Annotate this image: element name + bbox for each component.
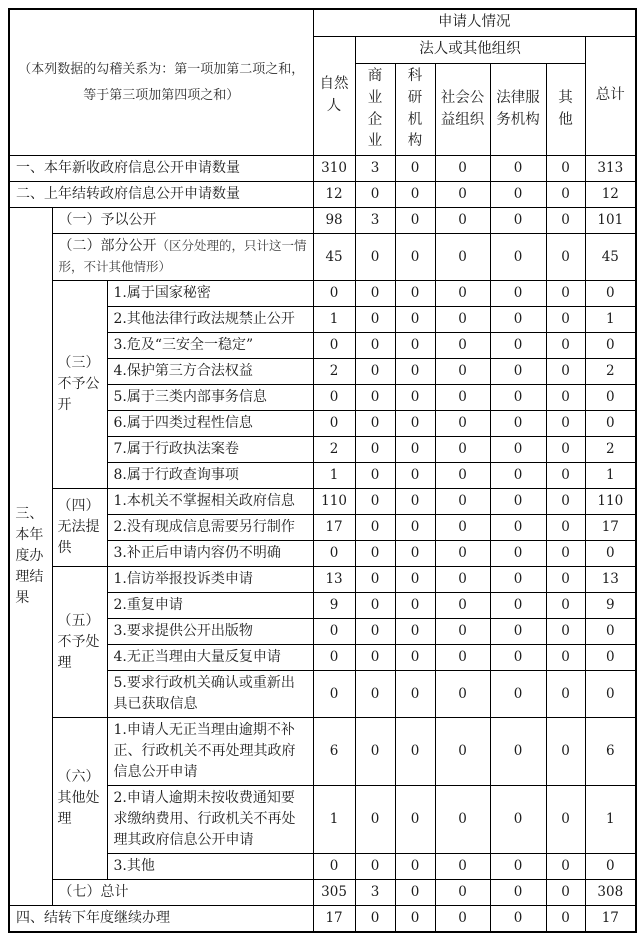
group-label-not-processed: [52, 567, 107, 718]
value-cell: 0: [435, 234, 490, 281]
value-cell: 6: [585, 718, 636, 786]
value-cell: 0: [546, 463, 585, 489]
value-cell: 0: [395, 619, 435, 645]
value-cell: 1: [585, 786, 636, 854]
value-cell: 0: [395, 854, 435, 880]
col-header-legal-service-label: 法律服务机构: [496, 89, 540, 128]
value-cell: 0: [355, 786, 395, 854]
row-label: 5.要求行政机关确认或重新出具已获取信息: [107, 671, 313, 718]
value-cell: 0: [490, 208, 546, 234]
row-label: 3.要求提供公开出版物: [107, 619, 313, 645]
value-cell: 0: [490, 307, 546, 333]
value-cell: 0: [395, 359, 435, 385]
value-cell: 0: [355, 234, 395, 281]
value-cell: 0: [313, 411, 355, 437]
value-cell: 0: [313, 854, 355, 880]
row-label: （七）总计: [52, 880, 313, 906]
value-cell: 1: [313, 463, 355, 489]
value-cell: 13: [313, 567, 355, 593]
section-label-results: [9, 208, 52, 906]
value-cell: 12: [313, 182, 355, 208]
value-cell: 0: [490, 718, 546, 786]
value-cell: 0: [355, 489, 395, 515]
value-cell: 17: [585, 515, 636, 541]
value-cell: 0: [585, 281, 636, 307]
value-cell: 0: [313, 333, 355, 359]
value-cell: 1: [585, 307, 636, 333]
row-label: 1.信访举报投诉类申请: [107, 567, 313, 593]
value-cell: 45: [313, 234, 355, 281]
col-group-header-legal-org: 法人或其他组织: [355, 37, 585, 64]
value-cell: 9: [585, 593, 636, 619]
value-cell: 0: [490, 645, 546, 671]
value-cell: 110: [585, 489, 636, 515]
value-cell: 0: [546, 385, 585, 411]
group-label-other-handling: [52, 718, 107, 880]
value-cell: 1: [313, 307, 355, 333]
value-cell: 0: [490, 411, 546, 437]
value-cell: 12: [585, 182, 636, 208]
value-cell: 0: [395, 906, 435, 933]
col-header-public-org: [435, 64, 490, 156]
value-cell: 1: [585, 463, 636, 489]
value-cell: 305: [313, 880, 355, 906]
value-cell: 17: [585, 906, 636, 933]
value-cell: 0: [395, 718, 435, 786]
col-header-business-label: 商业企业: [367, 68, 383, 150]
row-label: 6.属于四类过程性信息: [107, 411, 313, 437]
value-cell: 0: [395, 541, 435, 567]
value-cell: 0: [490, 786, 546, 854]
value-cell: 0: [490, 619, 546, 645]
value-cell: 0: [435, 437, 490, 463]
value-cell: 1: [313, 786, 355, 854]
value-cell: 0: [395, 208, 435, 234]
table-row: [9, 718, 636, 786]
value-cell: 110: [313, 489, 355, 515]
value-cell: 0: [395, 880, 435, 906]
value-cell: 0: [355, 515, 395, 541]
value-cell: 0: [585, 854, 636, 880]
value-cell: 0: [546, 593, 585, 619]
value-cell: 0: [490, 567, 546, 593]
table-row: [9, 567, 636, 593]
value-cell: 0: [395, 411, 435, 437]
header-row-1: [9, 9, 636, 37]
value-cell: 0: [546, 333, 585, 359]
value-cell: 0: [435, 567, 490, 593]
value-cell: 0: [355, 906, 395, 933]
value-cell: 0: [490, 182, 546, 208]
value-cell: 0: [490, 437, 546, 463]
table-row-new-requests: [9, 156, 636, 182]
value-cell: 0: [435, 463, 490, 489]
value-cell: 0: [355, 333, 395, 359]
value-cell: 17: [313, 515, 355, 541]
value-cell: 0: [546, 645, 585, 671]
value-cell: 0: [546, 906, 585, 933]
row-label: （一）予以公开: [52, 208, 313, 234]
value-cell: 0: [546, 619, 585, 645]
value-cell: 0: [546, 182, 585, 208]
value-cell: 0: [395, 489, 435, 515]
value-cell: 0: [313, 541, 355, 567]
value-cell: 0: [395, 786, 435, 854]
value-cell: 2: [313, 359, 355, 385]
value-cell: 310: [313, 156, 355, 182]
row-label: 一、本年新收政府信息公开申请数量: [9, 156, 313, 182]
row-label-note: （区分处理的，只计这一情形，不计其他情形）: [58, 238, 307, 274]
col-header-other-label: 其他: [558, 89, 573, 128]
col-header-natural-person-label: 自然人: [319, 76, 349, 114]
table-row-carried-over: [9, 182, 636, 208]
value-cell: 0: [435, 880, 490, 906]
value-cell: 0: [313, 671, 355, 718]
value-cell: 0: [395, 437, 435, 463]
group-number: （四）: [57, 498, 100, 514]
disclosure-request-table: [8, 8, 637, 933]
value-cell: 0: [435, 593, 490, 619]
col-header-research-label: 科研机构: [407, 68, 423, 150]
value-cell: 0: [490, 385, 546, 411]
value-cell: 0: [546, 541, 585, 567]
value-cell: 98: [313, 208, 355, 234]
value-cell: 0: [355, 645, 395, 671]
col-header-other: [546, 64, 585, 156]
value-cell: 3: [355, 208, 395, 234]
row-label: 8.属于行政查询事项: [107, 463, 313, 489]
col-header-public-org-label: 社会公益组织: [440, 89, 485, 128]
value-cell: 0: [355, 718, 395, 786]
value-cell: 13: [585, 567, 636, 593]
value-cell: 0: [546, 411, 585, 437]
value-cell: 0: [395, 281, 435, 307]
row-label: 3.补正后申请内容仍不明确: [107, 541, 313, 567]
value-cell: 0: [435, 718, 490, 786]
row-label-main: （二）部分公开: [58, 238, 157, 254]
value-cell: 0: [490, 281, 546, 307]
value-cell: 0: [490, 671, 546, 718]
value-cell: 0: [313, 619, 355, 645]
value-cell: 0: [435, 515, 490, 541]
value-cell: 3: [355, 156, 395, 182]
row-label: 4.保护第三方合法权益: [107, 359, 313, 385]
value-cell: 0: [546, 515, 585, 541]
value-cell: 17: [313, 906, 355, 933]
group-name: 不予处理: [57, 633, 100, 671]
group-number: （三）: [57, 355, 100, 371]
value-cell: 0: [395, 156, 435, 182]
value-cell: 3: [355, 880, 395, 906]
col-header-business: [355, 64, 395, 156]
value-cell: 0: [490, 541, 546, 567]
row-label: 1.本机关不掌握相关政府信息: [107, 489, 313, 515]
value-cell: 0: [546, 671, 585, 718]
value-cell: 0: [546, 880, 585, 906]
value-cell: 0: [490, 463, 546, 489]
value-cell: 0: [313, 645, 355, 671]
table-row-partially-granted: [9, 234, 636, 281]
value-cell: 0: [395, 515, 435, 541]
value-cell: 0: [395, 333, 435, 359]
value-cell: 308: [585, 880, 636, 906]
table-row-carried-to-next-year: [9, 906, 636, 933]
value-cell: 0: [490, 234, 546, 281]
section-label-results-text: 三、本年度办理结果: [15, 506, 44, 606]
value-cell: 0: [546, 437, 585, 463]
value-cell: 0: [585, 619, 636, 645]
value-cell: 0: [490, 515, 546, 541]
value-cell: 0: [490, 359, 546, 385]
value-cell: 0: [395, 463, 435, 489]
value-cell: 0: [355, 281, 395, 307]
value-cell: 0: [435, 906, 490, 933]
value-cell: 0: [546, 208, 585, 234]
value-cell: 0: [395, 593, 435, 619]
row-label: 7.属于行政执法案卷: [107, 437, 313, 463]
value-cell: 0: [435, 854, 490, 880]
value-cell: 0: [355, 437, 395, 463]
group-number: （六）: [57, 769, 100, 785]
value-cell: 0: [355, 463, 395, 489]
value-cell: 313: [585, 156, 636, 182]
value-cell: 0: [490, 880, 546, 906]
group-name: 不予公开: [57, 376, 100, 413]
row-label: [52, 234, 313, 281]
value-cell: 0: [395, 671, 435, 718]
col-header-legal-service: [490, 64, 546, 156]
row-label: 1.申请人无正当理由逾期不补正、行政机关不再处理其政府信息公开申请: [107, 718, 313, 786]
value-cell: 0: [490, 854, 546, 880]
group-name: 其他处理: [57, 790, 100, 827]
value-cell: 0: [435, 359, 490, 385]
value-cell: 0: [355, 307, 395, 333]
table-row: [9, 489, 636, 515]
value-cell: 0: [546, 156, 585, 182]
value-cell: 0: [435, 645, 490, 671]
row-label: 3.其他: [107, 854, 313, 880]
row-label: 2.重复申请: [107, 593, 313, 619]
value-cell: 101: [585, 208, 636, 234]
table-row-subtotal: [9, 880, 636, 906]
value-cell: 0: [355, 182, 395, 208]
group-label-unable-to-provide: [52, 489, 107, 567]
value-cell: 0: [435, 307, 490, 333]
value-cell: 0: [435, 489, 490, 515]
value-cell: 0: [546, 489, 585, 515]
value-cell: 0: [546, 234, 585, 281]
value-cell: 0: [395, 307, 435, 333]
value-cell: 0: [355, 593, 395, 619]
row-label: 2.其他法律行政法规禁止公开: [107, 307, 313, 333]
row-label: 四、结转下年度继续办理: [9, 906, 313, 933]
row-label: 二、上年结转政府信息公开申请数量: [9, 182, 313, 208]
table-row-granted: [9, 208, 636, 234]
col-header-total: 总计: [585, 37, 636, 156]
value-cell: 0: [546, 854, 585, 880]
reconciliation-note: （本列数据的勾稽关系为：第一项加第二项之和，等于第三项加第四项之和）: [9, 9, 313, 156]
col-header-research: [395, 64, 435, 156]
value-cell: 0: [585, 541, 636, 567]
value-cell: 0: [546, 359, 585, 385]
value-cell: 6: [313, 718, 355, 786]
value-cell: 0: [355, 619, 395, 645]
value-cell: 0: [546, 281, 585, 307]
value-cell: 0: [490, 333, 546, 359]
value-cell: 0: [435, 281, 490, 307]
value-cell: 0: [355, 854, 395, 880]
value-cell: 0: [395, 182, 435, 208]
value-cell: 0: [435, 671, 490, 718]
value-cell: 0: [585, 645, 636, 671]
value-cell: 0: [435, 156, 490, 182]
value-cell: 0: [313, 281, 355, 307]
value-cell: 0: [435, 786, 490, 854]
value-cell: 0: [355, 671, 395, 718]
value-cell: 2: [585, 437, 636, 463]
value-cell: 0: [395, 645, 435, 671]
value-cell: 0: [395, 567, 435, 593]
table-row: [9, 281, 636, 307]
value-cell: 0: [355, 385, 395, 411]
value-cell: 0: [435, 333, 490, 359]
group-number: （五）: [57, 612, 100, 629]
value-cell: 0: [355, 567, 395, 593]
value-cell: 0: [546, 718, 585, 786]
value-cell: 0: [585, 411, 636, 437]
value-cell: 0: [490, 489, 546, 515]
value-cell: 0: [585, 671, 636, 718]
value-cell: 0: [546, 307, 585, 333]
value-cell: 0: [355, 359, 395, 385]
value-cell: 0: [490, 156, 546, 182]
value-cell: 0: [490, 593, 546, 619]
value-cell: 0: [435, 411, 490, 437]
row-label: 2.没有现成信息需要另行制作: [107, 515, 313, 541]
value-cell: 9: [313, 593, 355, 619]
value-cell: 0: [585, 333, 636, 359]
row-label: 4.无正当理由大量反复申请: [107, 645, 313, 671]
value-cell: 0: [435, 541, 490, 567]
value-cell: 0: [546, 567, 585, 593]
value-cell: 0: [546, 786, 585, 854]
row-label: 3.危及“三安全一稳定”: [107, 333, 313, 359]
value-cell: 0: [435, 385, 490, 411]
value-cell: 2: [313, 437, 355, 463]
value-cell: 0: [355, 541, 395, 567]
value-cell: 0: [313, 385, 355, 411]
row-label: 5.属于三类内部事务信息: [107, 385, 313, 411]
col-header-natural-person: [313, 37, 355, 156]
value-cell: 0: [395, 385, 435, 411]
value-cell: 0: [585, 385, 636, 411]
row-label: 2.申请人逾期未按收费通知要求缴纳费用、行政机关不再处理其政府信息公开申请: [107, 786, 313, 854]
value-cell: 0: [395, 234, 435, 281]
group-name: 无法提供: [57, 519, 100, 556]
value-cell: 0: [435, 619, 490, 645]
value-cell: 0: [490, 906, 546, 933]
value-cell: 0: [435, 208, 490, 234]
value-cell: 45: [585, 234, 636, 281]
group-label-not-disclosed: [52, 281, 107, 489]
value-cell: 2: [585, 359, 636, 385]
applicant-group-header: 申请人情况: [313, 9, 636, 37]
value-cell: 0: [435, 182, 490, 208]
value-cell: 0: [355, 411, 395, 437]
row-label: 1.属于国家秘密: [107, 281, 313, 307]
